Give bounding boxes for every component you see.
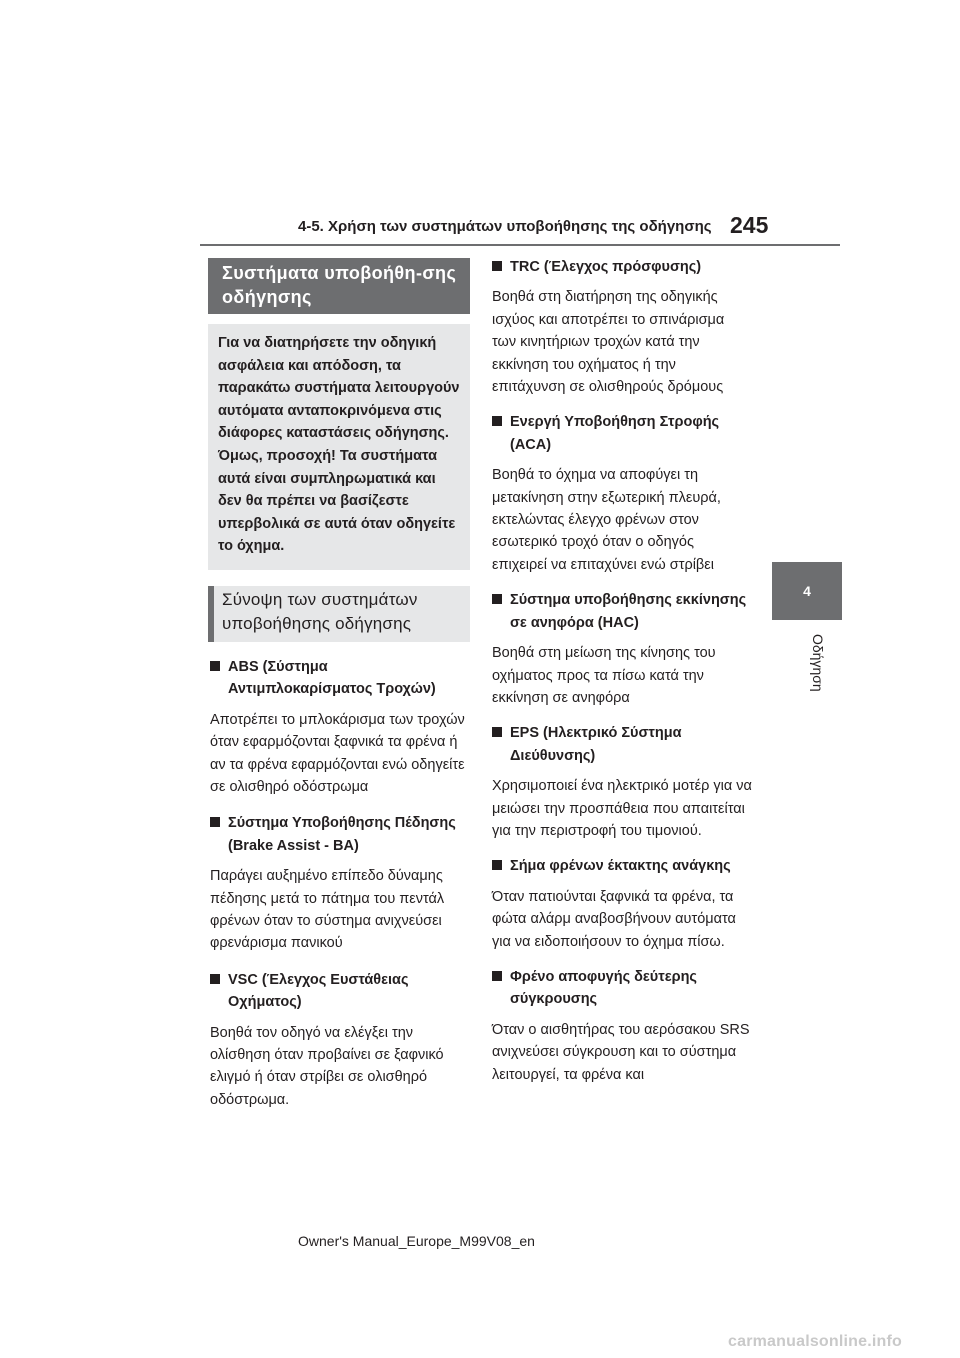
bullet-square-icon [492,594,502,604]
bullet-square-icon [210,817,220,827]
system-item [208,969,470,1111]
section-heading-banner: Συστήματα υποβοήθη-σης οδήγησης [208,258,470,314]
bullet-square-icon [492,261,502,271]
system-title: EPS (Ηλεκτρικό Σύστημα Διεύθυνσης) [510,725,682,764]
system-item [490,589,752,709]
intro-box: Για να διατηρήσετε την οδηγική ασφάλεια και απόδοση, τα παρακάτω συστήματα λειτουργούν αυτόματα ανταποκρινόμενα στις διάφορες καταστάσεις οδήγησης. Όμως, προσοχή! Τα συστήματα αυτά είναι συμπληρωματικά και δεν θα πρέπει να βασίζεστε υπερβολικά σε αυτά όταν οδηγείτε το όχημα. [208,324,470,570]
system-title: Σύστημα υποβοήθησης εκκίνησης σε ανηφόρα (HAC) [510,592,747,631]
system-description: Βοηθά τον οδηγό να ελέγξει την ολίσθηση όταν προβαίνει σε ξαφνικό ελιγμό ή όταν στρίβει σε ολισθηρό οδόστρωμα. [210,1024,444,1108]
system-title: TRC (Έλεγχος πρόσφυσης) [510,259,702,275]
chapter-tab[interactable] [772,562,842,620]
header-divider [200,244,840,246]
system-description: Βοηθά το όχημα να αποφύγει τη μετακίνηση στην εξωτερική πλευρά, εκτελώντας έλεγχο φρένων στον εσωτερικό τροχό όταν ο οδηγός επιχειρεί να επιταχύνει ενώ στρίβει [492,467,721,573]
system-item [490,722,752,842]
subsection-heading: Σύνοψη των συστημάτων υποβοήθησης οδήγησης [208,586,470,642]
footer-manual-id: Owner's Manual_Europe_M99V08_en [298,1233,535,1249]
page-number: 245 [730,212,769,238]
system-description: Αποτρέπει το μπλοκάρισμα των τροχών όταν εφαρμόζονται ξαφνικά τα φρένα ή αν τα φρένα εφαρμόζονται ενώ οδηγείτε σε ολισθηρό οδόστρωμα [210,711,465,795]
system-title: VSC (Έλεγχος Ευστάθειας Οχήματος) [228,971,409,1011]
system-item [208,656,470,798]
system-description: Βοηθά στη μείωση της κίνησης του οχήματος προς τα πίσω κατά την εκκίνηση σε ανηφόρα [492,645,716,706]
watermark: carmanualsonline.info [728,1333,903,1350]
chapter-label: Οδήγηση [810,634,826,692]
system-item [490,855,752,953]
system-description: Βοηθά στη διατήρηση της οδηγικής ισχύος και αποτρέπει το σπινάρισμα των κινητήριων τροχών κατά την εκκίνηση του οχήματος ή την επιτάχυνση σε ολισθηρούς δρόμους [492,289,725,396]
system-item [490,966,752,1086]
system-item [490,411,752,576]
bullet-square-icon [492,860,502,870]
system-description: Όταν πατιούνται ξαφνικά τα φρένα, τα φώτα αλάρμ αναβοσβήνουν αυτόματα για να ειδοποιήσουν το όχημα πίσω. [492,888,736,950]
system-item [208,812,470,954]
bullet-square-icon [210,661,220,671]
system-title: Φρένο αποφυγής δεύτερης σύγκρουσης [510,968,697,1008]
section-title: 4-5. Χρήση των συστημάτων υποβοήθησης της οδήγησης [298,218,712,235]
bullet-square-icon [492,727,502,737]
right-column [490,256,752,1086]
system-description: Χρησιμοποιεί ένα ηλεκτρικό μοτέρ για να μειώσει την προσπάθεια που απαιτείται για την περιστροφή του τιμονιού. [492,778,752,839]
system-title: Σήμα φρένων έκτακτης ανάγκης [510,858,731,875]
system-title: Ενεργή Υποβοήθηση Στροφής (ACA) [510,414,720,453]
system-title: ABS (Σύστημα Αντιμπλοκαρίσματος Τροχών) [228,658,436,698]
bullet-square-icon [492,971,502,981]
system-description: Όταν ο αισθητήρας του αερόσακου SRS ανιχνεύσει σύγκρουση και το σύστημα λειτουργεί, τα φρένα και [492,1021,750,1083]
system-title: Σύστημα Υποβοήθησης Πέδησης (Brake Assist - BA) [228,815,456,854]
left-column [208,258,470,1111]
bullet-square-icon [210,974,220,984]
system-description: Παράγει αυξημένο επίπεδο δύναμης πέδησης μετά το πάτημα του πεντάλ φρένων όταν το σύστημα ανιχνεύσει φρενάρισμα πανικού [210,868,445,952]
chapter-number: 4 [803,583,811,599]
system-item [490,256,752,398]
bullet-square-icon [492,416,502,426]
